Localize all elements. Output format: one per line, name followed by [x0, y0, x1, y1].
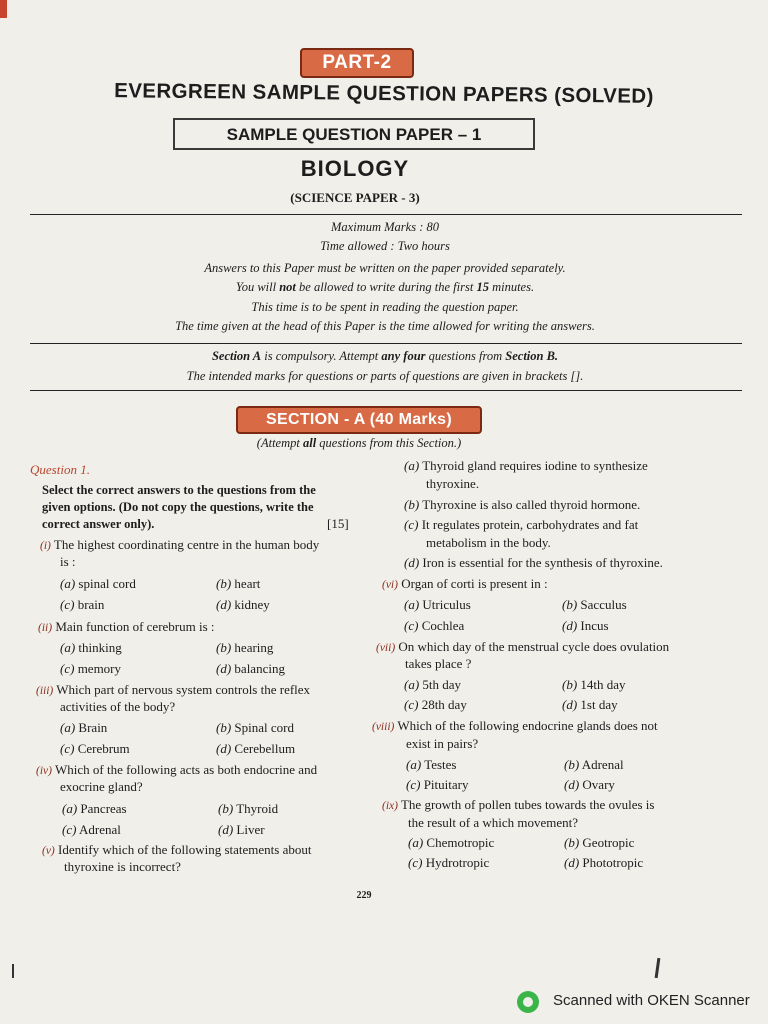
max-marks: Maximum Marks : 80 — [331, 220, 439, 234]
subquestion-cont: takes place ? — [405, 656, 472, 671]
question-instruction: correct answer only). — [42, 517, 155, 531]
scan-mark — [12, 964, 14, 978]
time-allowed: Time allowed : Two hours — [320, 239, 450, 253]
subquestion: (v) Identify which of the following statements about — [42, 842, 312, 857]
option: (b) 14th day — [562, 677, 626, 692]
option: (d) Ovary — [564, 777, 615, 792]
divider — [30, 390, 742, 391]
subquestion: (vi) Organ of corti is present in : — [382, 576, 548, 591]
option: (c) memory — [60, 661, 122, 676]
subquestion: (viii) Which of the following endocrine glands does not — [372, 718, 658, 733]
option: (d) Incus — [562, 618, 609, 633]
subquestion: (iii) Which part of nervous system controls the reflex — [36, 682, 311, 697]
question-instruction: given options. (Do not copy the questions, write the — [42, 500, 314, 514]
option: (d) Phototropic — [564, 855, 644, 870]
subquestion-cont: the result of a which movement? — [408, 815, 579, 830]
subquestion: (i) The highest coordinating centre in the human body — [40, 537, 320, 552]
option: (a) Thyroid gland requires iodine to synthesize — [404, 458, 648, 473]
question-marks: [15] — [327, 516, 349, 531]
option: (a) thinking — [60, 640, 122, 655]
divider — [30, 214, 742, 215]
option: (d) Cerebellum — [216, 741, 296, 756]
subject-title: BIOLOGY — [300, 156, 410, 181]
scan-mark — [655, 958, 661, 978]
part-tag: PART-2 — [300, 48, 414, 78]
option: (a) Utriculus — [404, 597, 471, 612]
section-note: (Attempt all questions from this Section.) — [256, 436, 462, 450]
option: (a) Testes — [406, 757, 457, 772]
option: (b) Adrenal — [564, 757, 624, 772]
option: (c) Pituitary — [406, 777, 469, 792]
series-title: EVERGREEN SAMPLE QUESTION PAPERS (SOLVED) — [114, 79, 654, 108]
option: (b) Sacculus — [562, 597, 627, 612]
option: (d) balancing — [216, 661, 285, 676]
option: (d) kidney — [216, 597, 270, 612]
option: (d) Iron is essential for the synthesis of thyroxine. — [404, 555, 663, 570]
section-a-tag: SECTION - A (40 Marks) — [236, 406, 482, 434]
option-cont: thyroxine. — [426, 476, 480, 491]
subquestion-cont: activities of the body? — [60, 699, 176, 714]
option: (b) heart — [216, 576, 261, 591]
option: (c) Cochlea — [404, 618, 465, 633]
scanner-logo-icon — [517, 991, 539, 1013]
option: (b) hearing — [216, 640, 274, 655]
subquestion-cont: thyroxine is incorrect? — [64, 859, 181, 874]
option-cont: metabolism in the body. — [426, 535, 551, 550]
instruction-line: You will not be allowed to write during the first 15 minutes. — [235, 280, 535, 294]
marks-rule: The intended marks for questions or parts of questions are given in brackets []. — [186, 369, 584, 383]
subquestion-cont: is : — [60, 554, 76, 569]
option: (d) Liver — [218, 822, 265, 837]
question-heading: Question 1. — [30, 462, 90, 477]
section-rules: Section A is compulsory. Attempt any four questions from Section B. — [211, 349, 559, 363]
subquestion: (ix) The growth of pollen tubes towards the ovules is — [382, 797, 655, 812]
scanner-watermark: Scanned with OKEN Scanner — [553, 992, 750, 1009]
divider — [30, 343, 742, 344]
instruction-line: The time given at the head of this Paper is the time allowed for writing the answers. — [175, 319, 595, 333]
option: (a) Brain — [60, 720, 108, 735]
option: (a) 5th day — [404, 677, 462, 692]
option: (c) Hydrotropic — [408, 855, 490, 870]
page-edge-mark — [0, 0, 7, 18]
option: (a) Chemotropic — [408, 835, 495, 850]
subquestion-cont: exist in pairs? — [406, 736, 479, 751]
paper-title: SAMPLE QUESTION PAPER – 1 — [173, 118, 535, 150]
paper-code: (SCIENCE PAPER - 3) — [290, 190, 420, 205]
option: (c) brain — [60, 597, 105, 612]
option: (c) Adrenal — [62, 822, 121, 837]
subquestion: (iv) Which of the following acts as both endocrine and — [36, 762, 318, 777]
option: (b) Thyroxine is also called thyroid hormone. — [404, 497, 641, 512]
instruction-line: This time is to be spent in reading the question paper. — [251, 300, 519, 314]
question-instruction: Select the correct answers to the questions from the — [42, 483, 316, 497]
instruction-line: Answers to this Paper must be written on the paper provided separately. — [204, 261, 566, 275]
option: (c) It regulates protein, carbohydrates and fat — [404, 517, 639, 532]
option: (a) spinal cord — [60, 576, 136, 591]
subquestion-cont: exocrine gland? — [60, 779, 143, 794]
option: (c) 28th day — [404, 697, 467, 712]
subquestion: (vii) On which day of the menstrual cycle does ovulation — [376, 639, 670, 654]
option: (b) Spinal cord — [216, 720, 294, 735]
subquestion: (ii) Main function of cerebrum is : — [38, 619, 215, 634]
option: (b) Thyroid — [218, 801, 279, 816]
page-number: 229 — [356, 890, 372, 901]
option: (b) Geotropic — [564, 835, 635, 850]
option: (c) Cerebrum — [60, 741, 130, 756]
option: (d) 1st day — [562, 697, 618, 712]
option: (a) Pancreas — [62, 801, 127, 816]
